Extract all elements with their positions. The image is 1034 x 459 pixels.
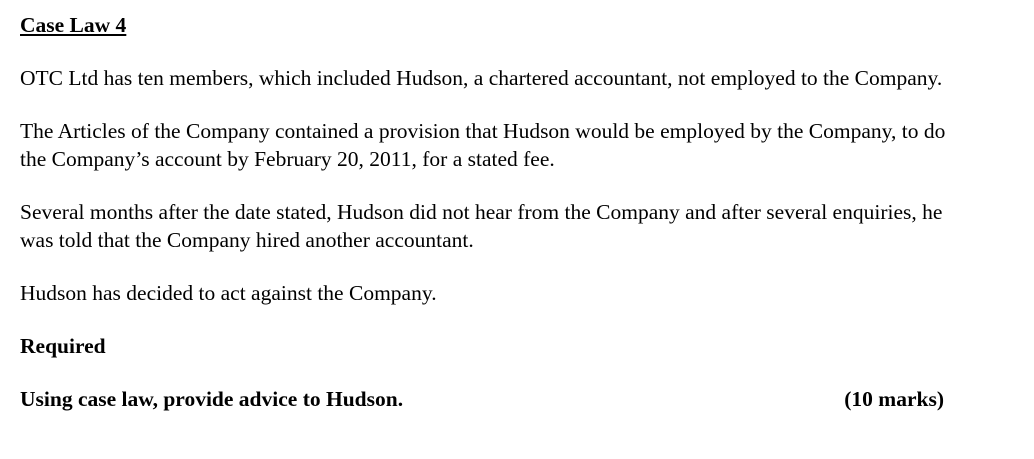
- required-heading: Required: [20, 334, 106, 358]
- paragraph-members: OTC Ltd has ten members, which included Hudson, a chartered accountant, not employed to the Company.: [20, 66, 943, 90]
- paragraph-enquiries: Several months after the date stated, Hudson did not hear from the Company and after several enquiries, he was told that the Company hired another accountant.: [20, 200, 943, 252]
- paragraph-action: Hudson has decided to act against the Company.: [20, 281, 437, 305]
- question-row: [20, 385, 944, 413]
- question-text: Using case law, provide advice to Hudson.: [20, 387, 404, 411]
- paragraph-articles: The Articles of the Company contained a provision that Hudson would be employed by the Company, to do the Company’s account by February 20, 2011, for a stated fee.: [20, 119, 946, 171]
- document-body: [20, 11, 960, 413]
- document-title: Case Law 4: [20, 13, 127, 37]
- marks-label: (10 marks): [844, 387, 944, 411]
